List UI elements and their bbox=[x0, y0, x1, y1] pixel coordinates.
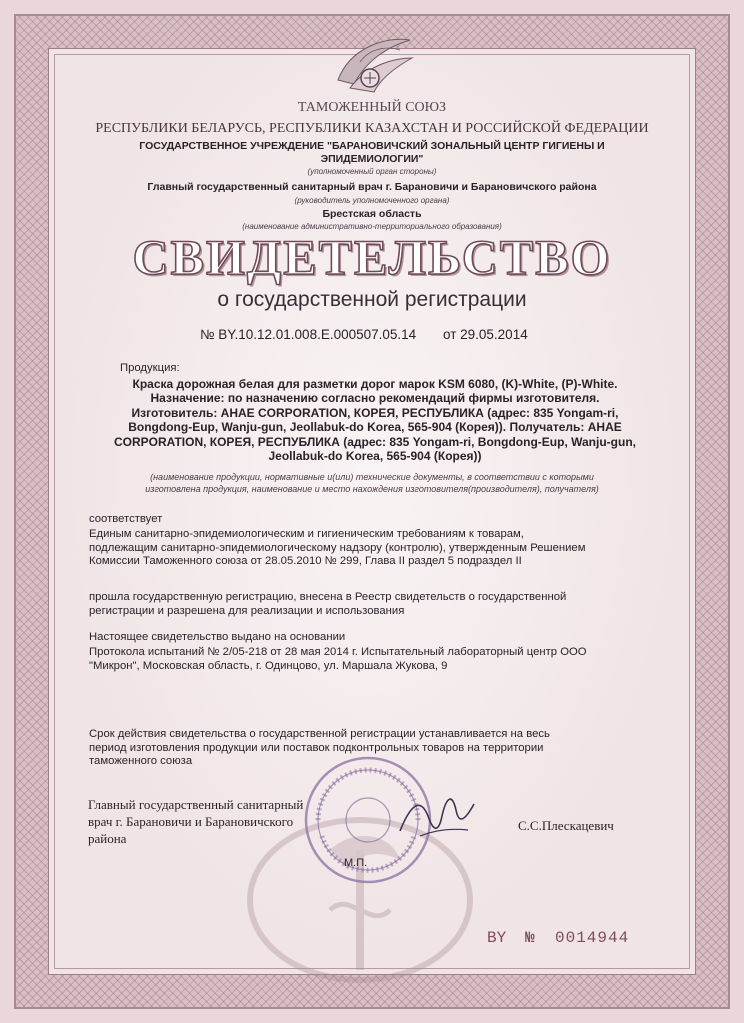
handwritten-signature-icon bbox=[390, 786, 480, 846]
seal-place-label: М.П. bbox=[344, 857, 368, 869]
conformity-line: Единым санитарно-эпидемиологическим и гигиеническим требованиям к товарам, bbox=[89, 528, 524, 540]
registration-line: прошла государственную регистрацию, внесена в Реестр свидетельств о государственной bbox=[89, 591, 567, 603]
caption-chief: (руководитель уполномоченного органа) bbox=[294, 196, 450, 205]
signatory-title-line: района bbox=[88, 831, 127, 846]
basis-line: "Микрон", Московская область, г. Одинцово, ул. Маршала Жукова, 9 bbox=[89, 659, 448, 672]
validity-line: Срок действия свидетельства о государственной регистрации устанавливается на весь bbox=[89, 728, 550, 740]
certificate-date: от 29.05.2014 bbox=[443, 327, 528, 342]
conformity-label: соответствует bbox=[89, 513, 163, 525]
product-line: Краска дорожная белая для разметки дорог марок KSM 6080, (K)-White, (P)-White. bbox=[132, 377, 618, 391]
product-label: Продукция: bbox=[120, 362, 180, 374]
signatory-name: С.С.Плескацевич bbox=[518, 818, 614, 833]
serial-no-sign: № bbox=[525, 929, 535, 947]
basis-line: Протокола испытаний № 2/05-218 от 28 мая 2014 г. Испытательный лабораторный центр ООО bbox=[89, 646, 587, 658]
product-line: Bongdong-Eup, Wanju-gun, Jeollabuk-do Korea, 565-904 (Корея)). Получатель: AHAE bbox=[128, 420, 622, 435]
document-subtitle: о государственной регистрации bbox=[217, 288, 527, 311]
serial-prefix: BY bbox=[487, 929, 507, 947]
conformity-line: подлежащим санитарно-эпидемиологическому надзору (контролю), утвержденным Решением bbox=[89, 541, 586, 554]
caption-product-2: изготовлена продукция, наименование и место нахождения изготовителя(производителя), получателя) bbox=[145, 484, 599, 494]
institution-line-1: ГОСУДАРСТВЕННОЕ УЧРЕЖДЕНИЕ "БАРАНОВИЧСКИЙ ЗОНАЛЬНЫЙ ЦЕНТР ГИГИЕНЫ И bbox=[139, 140, 605, 152]
chief-line: Главный государственный санитарный врач г. Барановичи и Барановичского района bbox=[147, 181, 597, 193]
institution-line-2: ЭПИДЕМИОЛОГИИ" bbox=[320, 153, 424, 165]
signatory-title bbox=[88, 796, 303, 847]
caption-authority: (уполномоченный орган стороны) bbox=[307, 167, 437, 176]
republics-heading: РЕСПУБЛИКИ БЕЛАРУСЬ, РЕСПУБЛИКИ КАЗАХСТАН И РОССИЙСКОЙ ФЕДЕРАЦИИ bbox=[95, 121, 649, 136]
registration-text bbox=[89, 591, 649, 618]
product-line: CORPORATION, КОРЕЯ, РЕСПУБЛИКА (адрес: 835 Yongam-ri, Bongdong-Eup, Wanju-gun, bbox=[114, 434, 636, 449]
validity-line: период изготовления продукции или поставок подконтрольных товаров на территории bbox=[89, 741, 544, 754]
product-line: Jeollabuk-do Korea, 565-904 (Корея)) bbox=[268, 449, 482, 464]
certificate-number: № BY.10.12.01.008.E.000507.05.14 bbox=[200, 327, 417, 342]
union-heading: ТАМОЖЕННЫЙ СОЮЗ bbox=[297, 100, 447, 115]
signatory-title-line: врач г. Барановичи и Барановичского bbox=[88, 814, 294, 829]
product-line: Назначение: по назначению согласно рекомендаций фирмы изготовителя. bbox=[150, 391, 600, 406]
caption-product-1: (наименование продукции, нормативные и(или) технические документы, в соответствии с которыми bbox=[150, 472, 594, 482]
basis-text bbox=[89, 646, 649, 673]
signatory-title-line: Главный государственный санитарный bbox=[88, 797, 304, 812]
conformity-text bbox=[89, 528, 649, 569]
registration-line: регистрации и разрешена для реализации и использования bbox=[89, 604, 405, 617]
basis-label: Настоящее свидетельство выдано на основании bbox=[89, 631, 346, 643]
conformity-line: Комиссии Таможенного союза от 28.05.2010 № 299, Глава II раздел 5 подраздел II bbox=[89, 555, 522, 567]
serial-number: 0014944 bbox=[555, 929, 630, 947]
region-line: Брестская область bbox=[322, 208, 422, 220]
product-line: Изготовитель: AHAE CORPORATION, КОРЕЯ, РЕСПУБЛИКА (адрес: 835 Yongam-ri, bbox=[131, 405, 619, 420]
document-title: СВИДЕТЕЛЬСТВО bbox=[132, 229, 612, 285]
validity-line: таможенного союза bbox=[89, 755, 193, 767]
product-description bbox=[95, 377, 655, 463]
caption-region: (наименование административно-территориального образования) bbox=[242, 222, 502, 231]
